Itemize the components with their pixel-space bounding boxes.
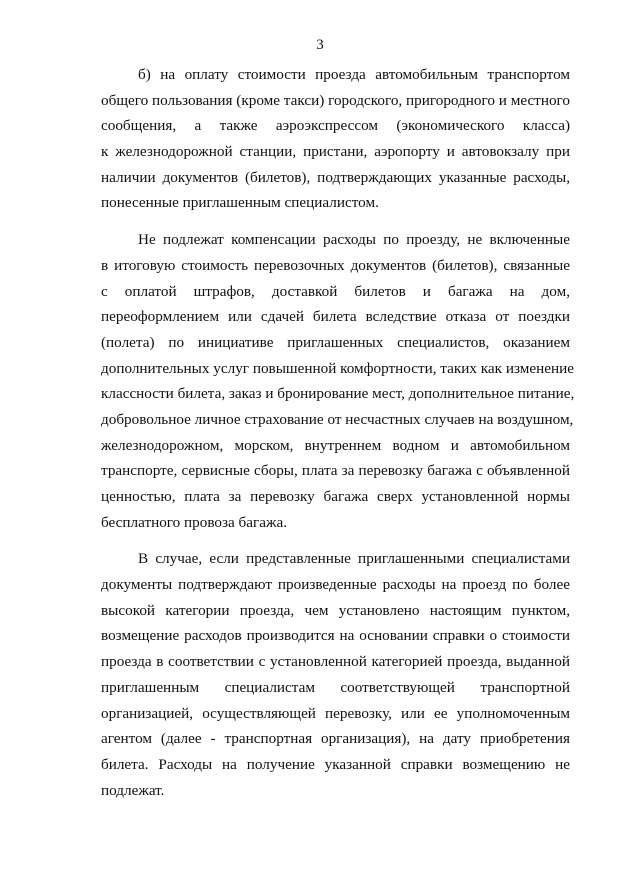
page-number: 3 [316, 37, 324, 53]
text-line: сообщения, а также аэроэкспрессом (экономического класса) [101, 117, 570, 135]
text-line: В случае, если представленные приглашенными специалистами [138, 550, 570, 568]
text-line: понесенные приглашенным специалистом. [101, 194, 379, 212]
text-line: организацией, осуществляющей перевозку, или ее уполномоченным [101, 704, 570, 722]
text-line: добровольное личное страхование от несчастных случаев на воздушном, [101, 410, 574, 428]
text-line: б) на оплату стоимости проезда автомобильным транспортом [138, 66, 570, 83]
text-line: с оплатой штрафов, доставкой билетов и багажа на дом, [101, 282, 570, 300]
text-line: билета. Расходы на получение указанной справки возмещению не [101, 755, 570, 773]
text-line: дополнительных услуг повышенной комфортности, таких как изменение [101, 359, 574, 377]
paragraph [101, 62, 570, 216]
text-line: возмещение расходов производится на основании справки о стоимости [101, 627, 570, 645]
text-line: агентом (далее - транспортная организация), на дату приобретения [101, 730, 570, 748]
text-line: к железнодорожной станции, пристани, аэропорту и автовокзалу при [101, 143, 570, 161]
text-line: общего пользования (кроме такси) городского, пригородного и местного [101, 91, 570, 109]
text-line: (полета) по инициативе приглашенных специалистов, оказанием [101, 333, 570, 351]
text-line: транспорте, сервисные сборы, плата за перевозку багажа с объявленной [101, 462, 570, 480]
text-line: проезда в соответствии с установленной категорией проезда, выданной [101, 653, 570, 671]
text-line: документы подтверждают произведенные расходы на проезд по более [101, 576, 570, 594]
text-line: ценностью, плата за перевозку багажа сверх установленной нормы [101, 488, 570, 505]
text-line: подлежат. [101, 781, 165, 799]
text-line: переоформлением или сдачей билета вследствие отказа от поездки [101, 308, 570, 326]
text-line: Не подлежат компенсации расходы по проезду, не включенные [138, 231, 570, 249]
text-line: в итоговую стоимость перевозочных документов (билетов), связанные [101, 256, 570, 274]
text-line: бесплатного провоза багажа. [101, 513, 288, 531]
document-body [101, 62, 575, 803]
text-line: высокой категории проезда, чем установлено настоящим пунктом, [101, 601, 570, 619]
paragraph [101, 227, 575, 535]
text-line: классности билета, заказ и бронирование мест, дополнительное питание, [101, 385, 575, 403]
text-line: приглашенным специалистам соответствующей транспортной [101, 678, 570, 696]
paragraph [101, 546, 570, 803]
text-line: наличии документов (билетов), подтверждающих указанные расходы, [101, 168, 570, 186]
text-line: железнодорожном, морском, внутреннем водном и автомобильном [101, 436, 570, 454]
